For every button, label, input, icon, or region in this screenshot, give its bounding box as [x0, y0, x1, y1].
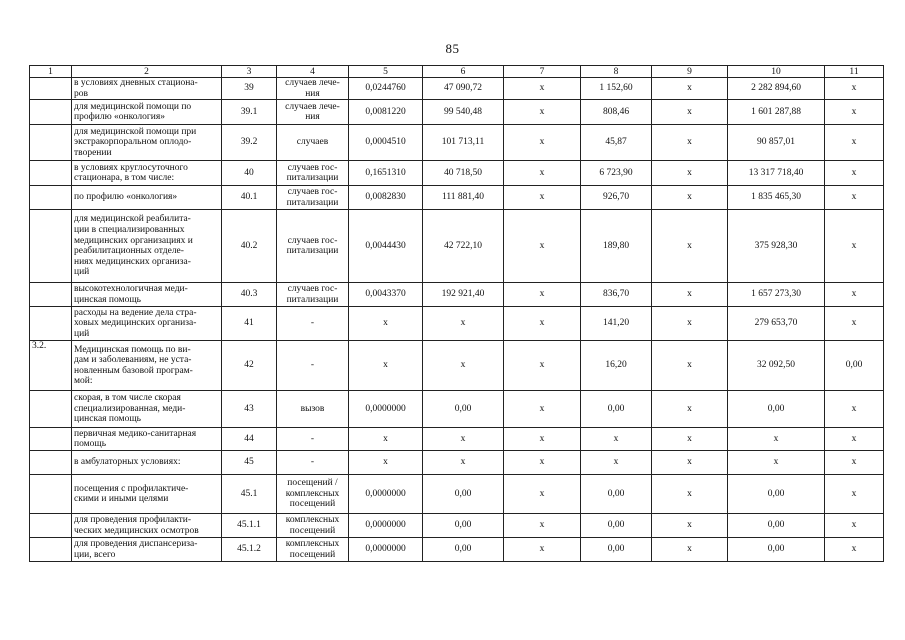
- section-number-cell: [30, 100, 72, 125]
- share-cell: х: [825, 78, 884, 100]
- cost-norm-cell: 47 090,72: [423, 78, 504, 100]
- cost-norm-cell: х: [423, 307, 504, 341]
- indicator-name-cell: в условиях дневных стациона- ров: [72, 78, 222, 100]
- unit-cell: -: [277, 428, 349, 451]
- indicator-name-cell: по профилю «онкология»: [72, 186, 222, 210]
- unit-cell: вызов: [277, 391, 349, 428]
- budget-per-capita-cell: х: [504, 538, 581, 562]
- volume-norm-cell: 0,0000000: [349, 538, 423, 562]
- oms-per-capita-cell: 0,00: [581, 514, 652, 538]
- oms-total-cell: 1 601 287,88: [728, 100, 825, 125]
- section-number-cell: [30, 283, 72, 307]
- budget-total-cell: х: [652, 428, 728, 451]
- table-row: [30, 307, 884, 341]
- share-cell: х: [825, 161, 884, 186]
- page-number: 85: [445, 41, 460, 56]
- line-number-cell: 44: [222, 428, 277, 451]
- table-row: [30, 451, 884, 475]
- budget-per-capita-cell: х: [504, 125, 581, 161]
- indicator-name-cell: скорая, в том числе скорая специализированная, меди- цинская помощь: [72, 391, 222, 428]
- budget-total-cell: х: [652, 100, 728, 125]
- oms-per-capita-cell: 16,20: [581, 341, 652, 391]
- volume-norm-cell: х: [349, 451, 423, 475]
- table-row: [30, 428, 884, 451]
- share-cell: х: [825, 125, 884, 161]
- oms-total-cell: х: [728, 428, 825, 451]
- section-number-cell: [30, 538, 72, 562]
- volume-norm-cell: 0,0082830: [349, 186, 423, 210]
- table-row: [30, 210, 884, 283]
- oms-per-capita-cell: 836,70: [581, 283, 652, 307]
- oms-per-capita-cell: 6 723,90: [581, 161, 652, 186]
- oms-per-capita-cell: х: [581, 451, 652, 475]
- table-row: [30, 391, 884, 428]
- section-number-cell: [30, 475, 72, 514]
- share-cell: х: [825, 475, 884, 514]
- budget-total-cell: х: [652, 283, 728, 307]
- column-number: 6: [423, 66, 504, 78]
- unit-cell: посещений / комплексных посещений: [277, 475, 349, 514]
- volume-norm-cell: 0,0000000: [349, 514, 423, 538]
- indicator-name-cell: в амбулаторных условиях:: [72, 451, 222, 475]
- column-number: 8: [581, 66, 652, 78]
- cost-norm-cell: 40 718,50: [423, 161, 504, 186]
- column-number: 11: [825, 66, 884, 78]
- budget-total-cell: х: [652, 186, 728, 210]
- share-cell: х: [825, 186, 884, 210]
- line-number-cell: 39: [222, 78, 277, 100]
- indicator-name-cell: в условиях круглосуточного стационара, в том числе:: [72, 161, 222, 186]
- table-body: [30, 78, 884, 562]
- volume-norm-cell: 0,0244760: [349, 78, 423, 100]
- section-number-cell: [30, 391, 72, 428]
- table-row: [30, 341, 884, 391]
- share-cell: х: [825, 210, 884, 283]
- budget-per-capita-cell: х: [504, 307, 581, 341]
- oms-per-capita-cell: 0,00: [581, 475, 652, 514]
- line-number-cell: 40: [222, 161, 277, 186]
- cost-norm-cell: 0,00: [423, 514, 504, 538]
- oms-per-capita-cell: 141,20: [581, 307, 652, 341]
- cost-norm-cell: 42 722,10: [423, 210, 504, 283]
- cost-norm-cell: 0,00: [423, 475, 504, 514]
- indicator-name-cell: для медицинской помощи по профилю «онкология»: [72, 100, 222, 125]
- table-row: [30, 186, 884, 210]
- share-cell: х: [825, 451, 884, 475]
- unit-cell: комплексных посещений: [277, 538, 349, 562]
- share-cell: 0,00: [825, 341, 884, 391]
- table-row: [30, 125, 884, 161]
- cost-norm-cell: 99 540,48: [423, 100, 504, 125]
- indicator-name-cell: посещения с профилактиче- скими и иными целями: [72, 475, 222, 514]
- cost-norm-cell: 192 921,40: [423, 283, 504, 307]
- budget-per-capita-cell: х: [504, 341, 581, 391]
- share-cell: х: [825, 100, 884, 125]
- column-number: 5: [349, 66, 423, 78]
- budget-total-cell: х: [652, 475, 728, 514]
- line-number-cell: 45: [222, 451, 277, 475]
- oms-per-capita-cell: 0,00: [581, 538, 652, 562]
- line-number-cell: 45.1.1: [222, 514, 277, 538]
- oms-total-cell: х: [728, 451, 825, 475]
- unit-cell: -: [277, 341, 349, 391]
- unit-cell: комплексных посещений: [277, 514, 349, 538]
- oms-total-cell: 2 282 894,60: [728, 78, 825, 100]
- indicator-name-cell: высокотехнологичная меди- цинская помощь: [72, 283, 222, 307]
- line-number-cell: 45.1: [222, 475, 277, 514]
- line-number-cell: 41: [222, 307, 277, 341]
- table-row: [30, 100, 884, 125]
- share-cell: х: [825, 307, 884, 341]
- oms-total-cell: 279 653,70: [728, 307, 825, 341]
- budget-total-cell: х: [652, 451, 728, 475]
- share-cell: х: [825, 538, 884, 562]
- unit-cell: случаев: [277, 125, 349, 161]
- table-row: [30, 161, 884, 186]
- column-number: 7: [504, 66, 581, 78]
- oms-total-cell: 1 835 465,30: [728, 186, 825, 210]
- section-number-cell: [30, 210, 72, 283]
- data-table: [29, 65, 884, 562]
- cost-norm-cell: х: [423, 341, 504, 391]
- share-cell: х: [825, 283, 884, 307]
- oms-per-capita-cell: 808,46: [581, 100, 652, 125]
- volume-norm-cell: х: [349, 307, 423, 341]
- section-number-cell: [30, 186, 72, 210]
- indicator-name-cell: первичная медико-санитарная помощь: [72, 428, 222, 451]
- share-cell: х: [825, 428, 884, 451]
- cost-norm-cell: 0,00: [423, 538, 504, 562]
- oms-total-cell: 0,00: [728, 538, 825, 562]
- oms-per-capita-cell: 45,87: [581, 125, 652, 161]
- budget-total-cell: х: [652, 307, 728, 341]
- budget-per-capita-cell: х: [504, 100, 581, 125]
- cost-norm-cell: 0,00: [423, 391, 504, 428]
- budget-total-cell: х: [652, 161, 728, 186]
- indicator-name-cell: Медицинская помощь по ви- дам и заболеваниям, не уста- новленным базовой програм- мой:: [72, 341, 222, 391]
- oms-total-cell: 0,00: [728, 391, 825, 428]
- indicator-name-cell: для проведения диспансериза- ции, всего: [72, 538, 222, 562]
- indicator-name-cell: для проведения профилакти- ческих медицинских осмотров: [72, 514, 222, 538]
- cost-norm-cell: х: [423, 428, 504, 451]
- cost-norm-cell: 111 881,40: [423, 186, 504, 210]
- table-row: [30, 78, 884, 100]
- indicator-name-cell: для медицинской помощи при экстракорпоральном оплодо- творении: [72, 125, 222, 161]
- unit-cell: -: [277, 451, 349, 475]
- volume-norm-cell: 0,0043370: [349, 283, 423, 307]
- budget-per-capita-cell: х: [504, 391, 581, 428]
- volume-norm-cell: х: [349, 428, 423, 451]
- budget-per-capita-cell: х: [504, 283, 581, 307]
- line-number-cell: 40.1: [222, 186, 277, 210]
- share-cell: х: [825, 514, 884, 538]
- budget-per-capita-cell: х: [504, 514, 581, 538]
- section-number-cell: [30, 428, 72, 451]
- budget-total-cell: х: [652, 125, 728, 161]
- section-number-cell: [30, 161, 72, 186]
- oms-total-cell: 1 657 273,30: [728, 283, 825, 307]
- column-number: 2: [72, 66, 222, 78]
- oms-total-cell: 90 857,01: [728, 125, 825, 161]
- oms-total-cell: 0,00: [728, 475, 825, 514]
- line-number-cell: 39.2: [222, 125, 277, 161]
- budget-total-cell: х: [652, 78, 728, 100]
- volume-norm-cell: 0,0000000: [349, 391, 423, 428]
- section-number-cell: [30, 451, 72, 475]
- budget-total-cell: х: [652, 210, 728, 283]
- indicator-name-cell: расходы на ведение дела стра- ховых медицинских организа- ций: [72, 307, 222, 341]
- unit-cell: случаев лече- ния: [277, 78, 349, 100]
- column-number: 1: [30, 66, 72, 78]
- budget-per-capita-cell: х: [504, 210, 581, 283]
- section-number-cell: [30, 125, 72, 161]
- budget-total-cell: х: [652, 514, 728, 538]
- cost-norm-cell: 101 713,11: [423, 125, 504, 161]
- budget-total-cell: х: [652, 391, 728, 428]
- line-number-cell: 43: [222, 391, 277, 428]
- cost-norm-cell: х: [423, 451, 504, 475]
- volume-norm-cell: х: [349, 341, 423, 391]
- line-number-cell: 40.3: [222, 283, 277, 307]
- budget-per-capita-cell: х: [504, 78, 581, 100]
- line-number-cell: 39.1: [222, 100, 277, 125]
- share-cell: х: [825, 391, 884, 428]
- volume-norm-cell: 0,0004510: [349, 125, 423, 161]
- budget-total-cell: х: [652, 341, 728, 391]
- section-number-cell: [30, 514, 72, 538]
- budget-per-capita-cell: х: [504, 475, 581, 514]
- budget-per-capita-cell: х: [504, 186, 581, 210]
- oms-total-cell: 32 092,50: [728, 341, 825, 391]
- table-row: [30, 538, 884, 562]
- oms-per-capita-cell: 1 152,60: [581, 78, 652, 100]
- unit-cell: случаев гос- питализации: [277, 210, 349, 283]
- unit-cell: случаев гос- питализации: [277, 161, 349, 186]
- table-row: [30, 514, 884, 538]
- line-number-cell: 42: [222, 341, 277, 391]
- column-number: 9: [652, 66, 728, 78]
- section-number-cell: 3.2.: [30, 341, 72, 391]
- unit-cell: случаев гос- питализации: [277, 283, 349, 307]
- volume-norm-cell: 0,0044430: [349, 210, 423, 283]
- oms-per-capita-cell: 926,70: [581, 186, 652, 210]
- column-number: 4: [277, 66, 349, 78]
- volume-norm-cell: 0,1651310: [349, 161, 423, 186]
- line-number-cell: 45.1.2: [222, 538, 277, 562]
- oms-total-cell: 13 317 718,40: [728, 161, 825, 186]
- budget-per-capita-cell: х: [504, 451, 581, 475]
- oms-total-cell: 0,00: [728, 514, 825, 538]
- oms-per-capita-cell: х: [581, 428, 652, 451]
- line-number-cell: 40.2: [222, 210, 277, 283]
- oms-per-capita-cell: 0,00: [581, 391, 652, 428]
- oms-total-cell: 375 928,30: [728, 210, 825, 283]
- volume-norm-cell: 0,0000000: [349, 475, 423, 514]
- unit-cell: случаев лече- ния: [277, 100, 349, 125]
- table-row: [30, 475, 884, 514]
- table-header-row: [30, 66, 884, 78]
- budget-total-cell: х: [652, 538, 728, 562]
- oms-per-capita-cell: 189,80: [581, 210, 652, 283]
- indicator-name-cell: для медицинской реабилита- ции в специализированных медицинских организациях и реабилитационных отделе- ниях медицинских организа- ций: [72, 210, 222, 283]
- budget-per-capita-cell: х: [504, 428, 581, 451]
- budget-per-capita-cell: х: [504, 161, 581, 186]
- unit-cell: -: [277, 307, 349, 341]
- volume-norm-cell: 0,0081220: [349, 100, 423, 125]
- section-number-cell: [30, 307, 72, 341]
- unit-cell: случаев гос- питализации: [277, 186, 349, 210]
- column-number: 3: [222, 66, 277, 78]
- section-number-cell: [30, 78, 72, 100]
- table-row: [30, 283, 884, 307]
- column-number: 10: [728, 66, 825, 78]
